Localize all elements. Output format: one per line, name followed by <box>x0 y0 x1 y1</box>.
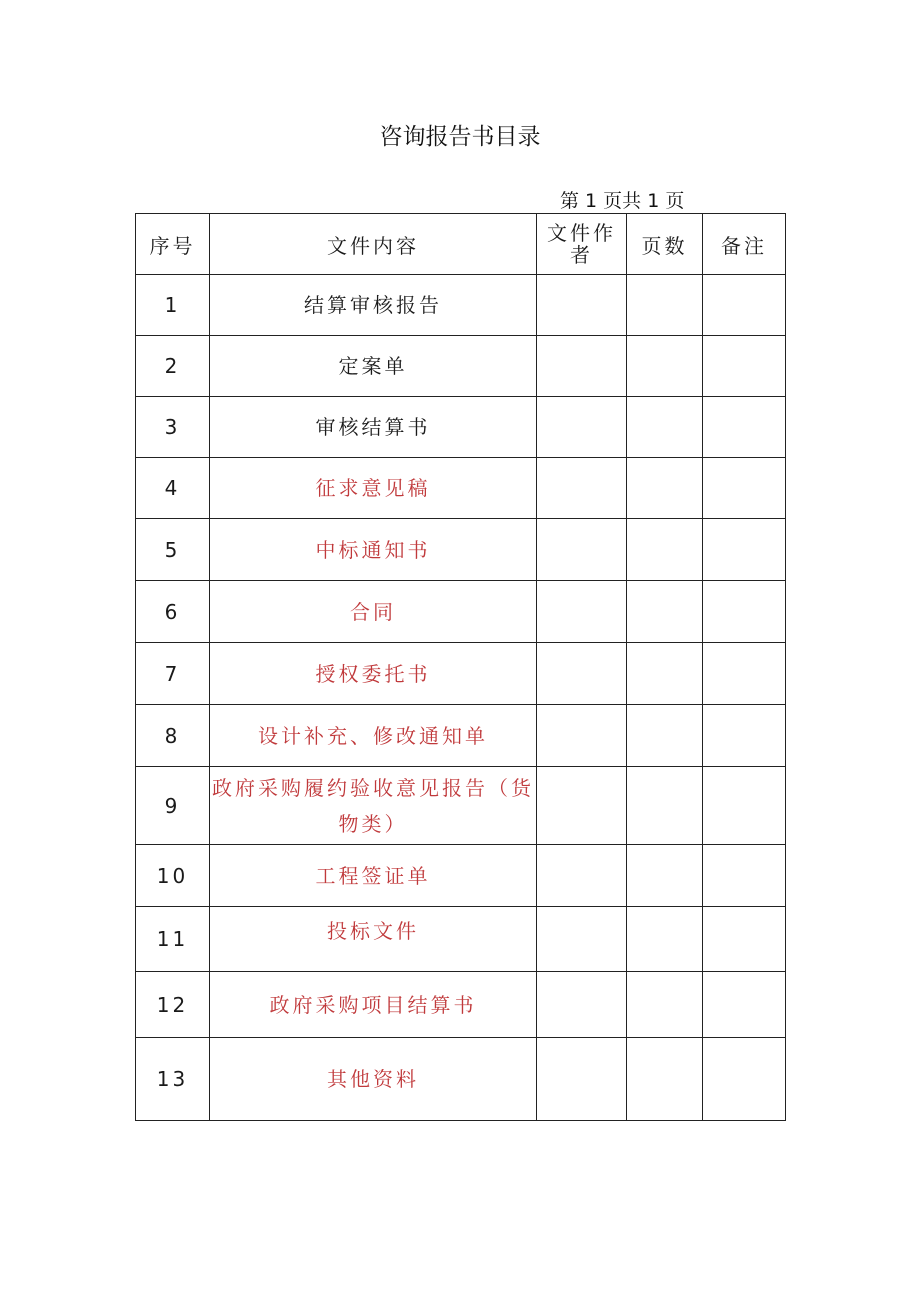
row-remark <box>703 275 786 336</box>
row-number: 8 <box>136 705 210 767</box>
row-remark <box>703 767 786 845</box>
row-author <box>537 581 627 643</box>
table-row <box>136 643 786 705</box>
header-no: 序号 <box>136 214 210 275</box>
row-author <box>537 767 627 845</box>
row-content: 政府采购履约验收意见报告（货物类） <box>210 767 537 845</box>
table-row <box>136 458 786 519</box>
row-author <box>537 458 627 519</box>
row-remark <box>703 907 786 972</box>
table-row <box>136 767 786 845</box>
row-content: 投标文件 <box>210 907 537 972</box>
row-pages <box>627 336 703 397</box>
row-author <box>537 1038 627 1121</box>
row-content: 其他资料 <box>210 1038 537 1121</box>
row-number: 12 <box>136 972 210 1038</box>
row-pages <box>627 972 703 1038</box>
header-author-line2: 者 <box>570 243 593 267</box>
catalog-table <box>135 213 786 1121</box>
row-content: 征求意见稿 <box>210 458 537 519</box>
row-author <box>537 519 627 581</box>
row-content: 中标通知书 <box>210 519 537 581</box>
table-row <box>136 581 786 643</box>
row-content: 合同 <box>210 581 537 643</box>
row-pages <box>627 275 703 336</box>
row-remark <box>703 972 786 1038</box>
header-author-line1: 文件作 <box>547 221 616 245</box>
row-pages <box>627 397 703 458</box>
row-author <box>537 336 627 397</box>
row-pages <box>627 845 703 907</box>
row-number: 11 <box>136 907 210 972</box>
row-pages <box>627 519 703 581</box>
row-content: 政府采购项目结算书 <box>210 972 537 1038</box>
row-number: 6 <box>136 581 210 643</box>
header-pages: 页数 <box>627 214 703 275</box>
row-number: 5 <box>136 519 210 581</box>
table-row <box>136 845 786 907</box>
row-remark <box>703 643 786 705</box>
table-row <box>136 1038 786 1121</box>
table-row <box>136 519 786 581</box>
row-number: 7 <box>136 643 210 705</box>
row-content: 结算审核报告 <box>210 275 537 336</box>
row-author <box>537 397 627 458</box>
row-remark <box>703 336 786 397</box>
table-row <box>136 972 786 1038</box>
row-number: 4 <box>136 458 210 519</box>
row-number: 13 <box>136 1038 210 1121</box>
header-remark: 备注 <box>703 214 786 275</box>
row-remark <box>703 397 786 458</box>
row-number: 1 <box>136 275 210 336</box>
page-info: 第 1 页共 1 页 <box>560 190 685 212</box>
row-content: 授权委托书 <box>210 643 537 705</box>
document-title: 咨询报告书目录 <box>379 124 541 150</box>
row-author <box>537 275 627 336</box>
row-number: 3 <box>136 397 210 458</box>
row-pages <box>627 705 703 767</box>
row-author <box>537 972 627 1038</box>
row-pages <box>627 458 703 519</box>
table-row <box>136 275 786 336</box>
row-remark <box>703 519 786 581</box>
row-author <box>537 907 627 972</box>
row-pages <box>627 643 703 705</box>
row-pages <box>627 907 703 972</box>
row-content: 定案单 <box>210 336 537 397</box>
table-row <box>136 397 786 458</box>
table-row <box>136 705 786 767</box>
row-content: 设计补充、修改通知单 <box>210 705 537 767</box>
table-row <box>136 907 786 972</box>
row-number: 9 <box>136 767 210 845</box>
header-author <box>537 214 627 275</box>
row-number: 2 <box>136 336 210 397</box>
row-remark <box>703 458 786 519</box>
row-remark <box>703 705 786 767</box>
header-content: 文件内容 <box>210 214 537 275</box>
row-number: 10 <box>136 845 210 907</box>
row-pages <box>627 767 703 845</box>
row-remark <box>703 581 786 643</box>
row-content: 工程签证单 <box>210 845 537 907</box>
row-pages <box>627 581 703 643</box>
row-remark <box>703 1038 786 1121</box>
row-author <box>537 705 627 767</box>
table-row <box>136 336 786 397</box>
row-content: 审核结算书 <box>210 397 537 458</box>
row-pages <box>627 1038 703 1121</box>
row-author <box>537 845 627 907</box>
row-author <box>537 643 627 705</box>
header-row <box>136 214 786 275</box>
row-remark <box>703 845 786 907</box>
